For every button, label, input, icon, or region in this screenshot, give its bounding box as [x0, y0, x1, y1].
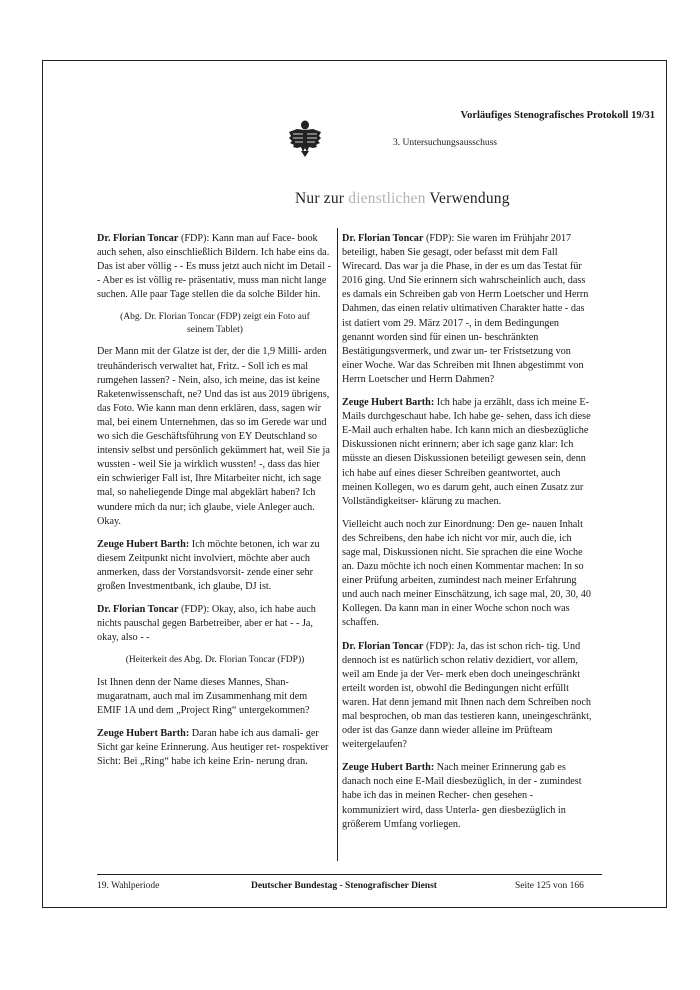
speaker-name: Dr. Florian Toncar — [97, 604, 179, 616]
speaker-name: Dr. Florian Toncar — [342, 233, 424, 244]
footer-rule — [97, 874, 602, 875]
paragraph — [342, 518, 592, 631]
speaker-name: Zeuge Hubert Barth: — [97, 728, 190, 740]
speaker-role: (FDP): — [178, 604, 212, 616]
speaker-role: (FDP): — [423, 640, 457, 652]
paragraph — [342, 640, 592, 753]
paragraph-text: Ich habe ja erzählt, dass ich meine E-Mails durchgeschaut habe. Ich habe ge- sehen, dass ich diese E-Mail auch erhalten habe. Ich kann mich an diesbezügliche Diskussionen nicht erinnern; aber ich sage ganz klar: Ich müsste an diesen Diskussionen beteiligt gewesen sein, denn ich habe auf eines dieser Schreiben geantwortet, auch meinen Kollegen, wo es darum geht, auch einen Zusatz zur Vollständigkeitser- klärung zu machen. — [342, 397, 591, 507]
speaker-name: Zeuge Hubert Barth: — [342, 397, 435, 409]
paragraph-text: Ja, das ist schon rich- tig. Und dennoch ist es natürlich schon relativ dezidiert, vor allem, weil am Ende ja der Ver- merk eben doch uneingeschränkt erteilt worden ist, obwohl die Bedingungen nicht erfüllt waren. Hat denn jemand mit Ihnen nach dem Schreiben noch mal besprochen, ob man das testieren kann, uneingeschränkt, oder ist das Ganze dann wieder alleine im Prüfteam weitergelaufen? — [342, 640, 592, 751]
page-number: Seite 125 von 166 — [515, 881, 584, 891]
paragraph — [342, 396, 592, 509]
paragraph-text: Sie waren im Frühjahr 2017 beteiligt, haben Sie gesagt, oder befasst mit dem Fall Wirecard. Das war ja die Phase, in der es um das Testat für 2016 ging. Und Sie erinnern sich wahrscheinlich auch, dass es damals ein Schreiben gab von Herrn Loetscher und Herrn Dahmen, das einen relativ ultimativen Charakter hatte - das ist datiert vom 29. März 2017 -, in dem Bedingungen genannt worden sind für einen un- beschränkten Bestätigungsvermerk, und zwar un- ter Fristsetzung von einer Woche. War das Schreiben mit Ihnen abgestimmt von Herrn Loetscher und Herrn Dahmen? — [342, 233, 589, 385]
paragraph — [97, 676, 333, 718]
speaker-name: Zeuge Hubert Barth: — [97, 538, 190, 550]
paragraph-text: Okay, also, ich habe auch nichts pauschal gegen Barbetreiber, aber er hat - - Ja, okay, also - - — [97, 604, 316, 644]
column-divider — [337, 228, 338, 861]
restriction-prefix: Nur zur — [295, 190, 349, 207]
speaker-name: Dr. Florian Toncar — [97, 233, 179, 244]
paragraph-text: Kann man auf Face- book auch sehen, also einschließlich Bildern. Ich habe eins da. Das ist aber völlig - - Es muss jetzt auch nicht im Detail - - Aber es ist völlig re- präsentativ, muss man nicht lange suchen. Alle paar Tage stellen die da solche Bilder hin. — [97, 233, 331, 301]
paragraph-text: Ich möchte betonen, ich war zu diesem Zeitpunkt nicht involviert, möchte aber auch anmerken, dass der Vorstandsvorsit- zende einer sehr großen Investmentbank, ich glaube, DJ ist. — [97, 538, 320, 592]
paragraph-text: Ist Ihnen denn der Name dieses Mannes, Shan- mugaratnam, auch mal im Zusammenhang mit dem EMIF 1A und dem „Project Ring“ untergekommen? — [97, 676, 310, 717]
legislative-period: 19. Wahlperiode — [97, 881, 160, 891]
left-column — [97, 232, 333, 778]
committee-name: 3. Untersuchungsausschuss — [393, 138, 497, 148]
bundestag-eagle-icon — [287, 118, 323, 158]
paragraph-text: Vielleicht auch noch zur Einordnung: Den ge- nauen Inhalt des Schreibens, den habe ich nicht vor mir, auch die, ich sage mal, Diskussionen nicht. Sie sprachen die eine Woche an. Dazu möchte ich noch einen Kommentar machen: In so einer Prüfung arbeiten, zumindest nach meiner Erfahrung und auch nach meiner Einschätzung, ich sage mal, 20, 30, 40 Kollegen. Da kann man in einer Woche schon noch was schaffen. — [342, 518, 591, 629]
paragraph-text: Nach meiner Erinnerung gab es danach noch eine E-Mail diesbezüglich, in der - zumindest habe ich das in meinen Recher- chen gesehen - kommuniziert wird, dass Unterla- gen diesbezüglich in größerem Umfang vorliegen. — [342, 762, 582, 830]
paragraph — [97, 345, 333, 528]
restriction-faint-word: dienstlichen — [348, 190, 426, 207]
speaker-name: Zeuge Hubert Barth: — [342, 762, 435, 774]
restriction-suffix: Verwendung — [425, 190, 510, 207]
restriction-notice — [295, 190, 510, 208]
speaker-role: (FDP): — [423, 233, 457, 244]
speaker-role: (FDP): — [178, 233, 212, 244]
protocol-title: Vorläufiges Stenografisches Protokoll 19/31 — [460, 110, 655, 121]
service-name: Deutscher Bundestag - Stenografischer Dienst — [251, 881, 437, 891]
speaker-name: Dr. Florian Toncar — [342, 640, 424, 652]
paragraph — [97, 727, 333, 769]
paragraph — [97, 232, 333, 302]
paragraph-text: Daran habe ich aus damali- ger Sicht gar keine Erinnerung. Aus heutiger ret- rospektiver Sicht: Bei „Ring“ habe ich keine Erin- nerung dran. — [97, 728, 329, 768]
right-column — [342, 232, 592, 841]
paragraph — [342, 232, 592, 387]
paragraph — [97, 538, 333, 594]
stage-direction: (Abg. Dr. Florian Toncar (FDP) zeigt ein Foto auf seinem Tablet) — [120, 312, 310, 335]
stage-direction: (Heiterkeit des Abg. Dr. Florian Toncar (FDP)) — [125, 655, 305, 666]
paragraph — [97, 603, 333, 645]
paragraph — [342, 761, 592, 831]
paragraph-text: Der Mann mit der Glatze ist der, der die 1,9 Milli- arden treuhänderisch verwaltet hat, Fritz. - Soll ich es mal rumgehen lassen? - Nein, also, ich meine, das ist keine Raketenwissenschaft, ne? Und das ist aus 2019 übrigens, das Foto. Wie kann man denn erklären, dass, sagen wir mal, bei einem Unternehmen, das so im Gerede war und wo sich die Geschäftsführung von EY Deutschland so intensiv selbst und persönlich gekümmert hat, weil Sie ja wussten - weil Sie ja wirklich wussten! -, dass das hier ein schwieriger Fall ist, Ihre Mitarbeiter nicht, ich sage mal, so naheliegende Dinge mal abgeklärt haben? Ich wundere mich da nur; ich glaube, viele Anleger auch. Okay. — [97, 346, 330, 527]
